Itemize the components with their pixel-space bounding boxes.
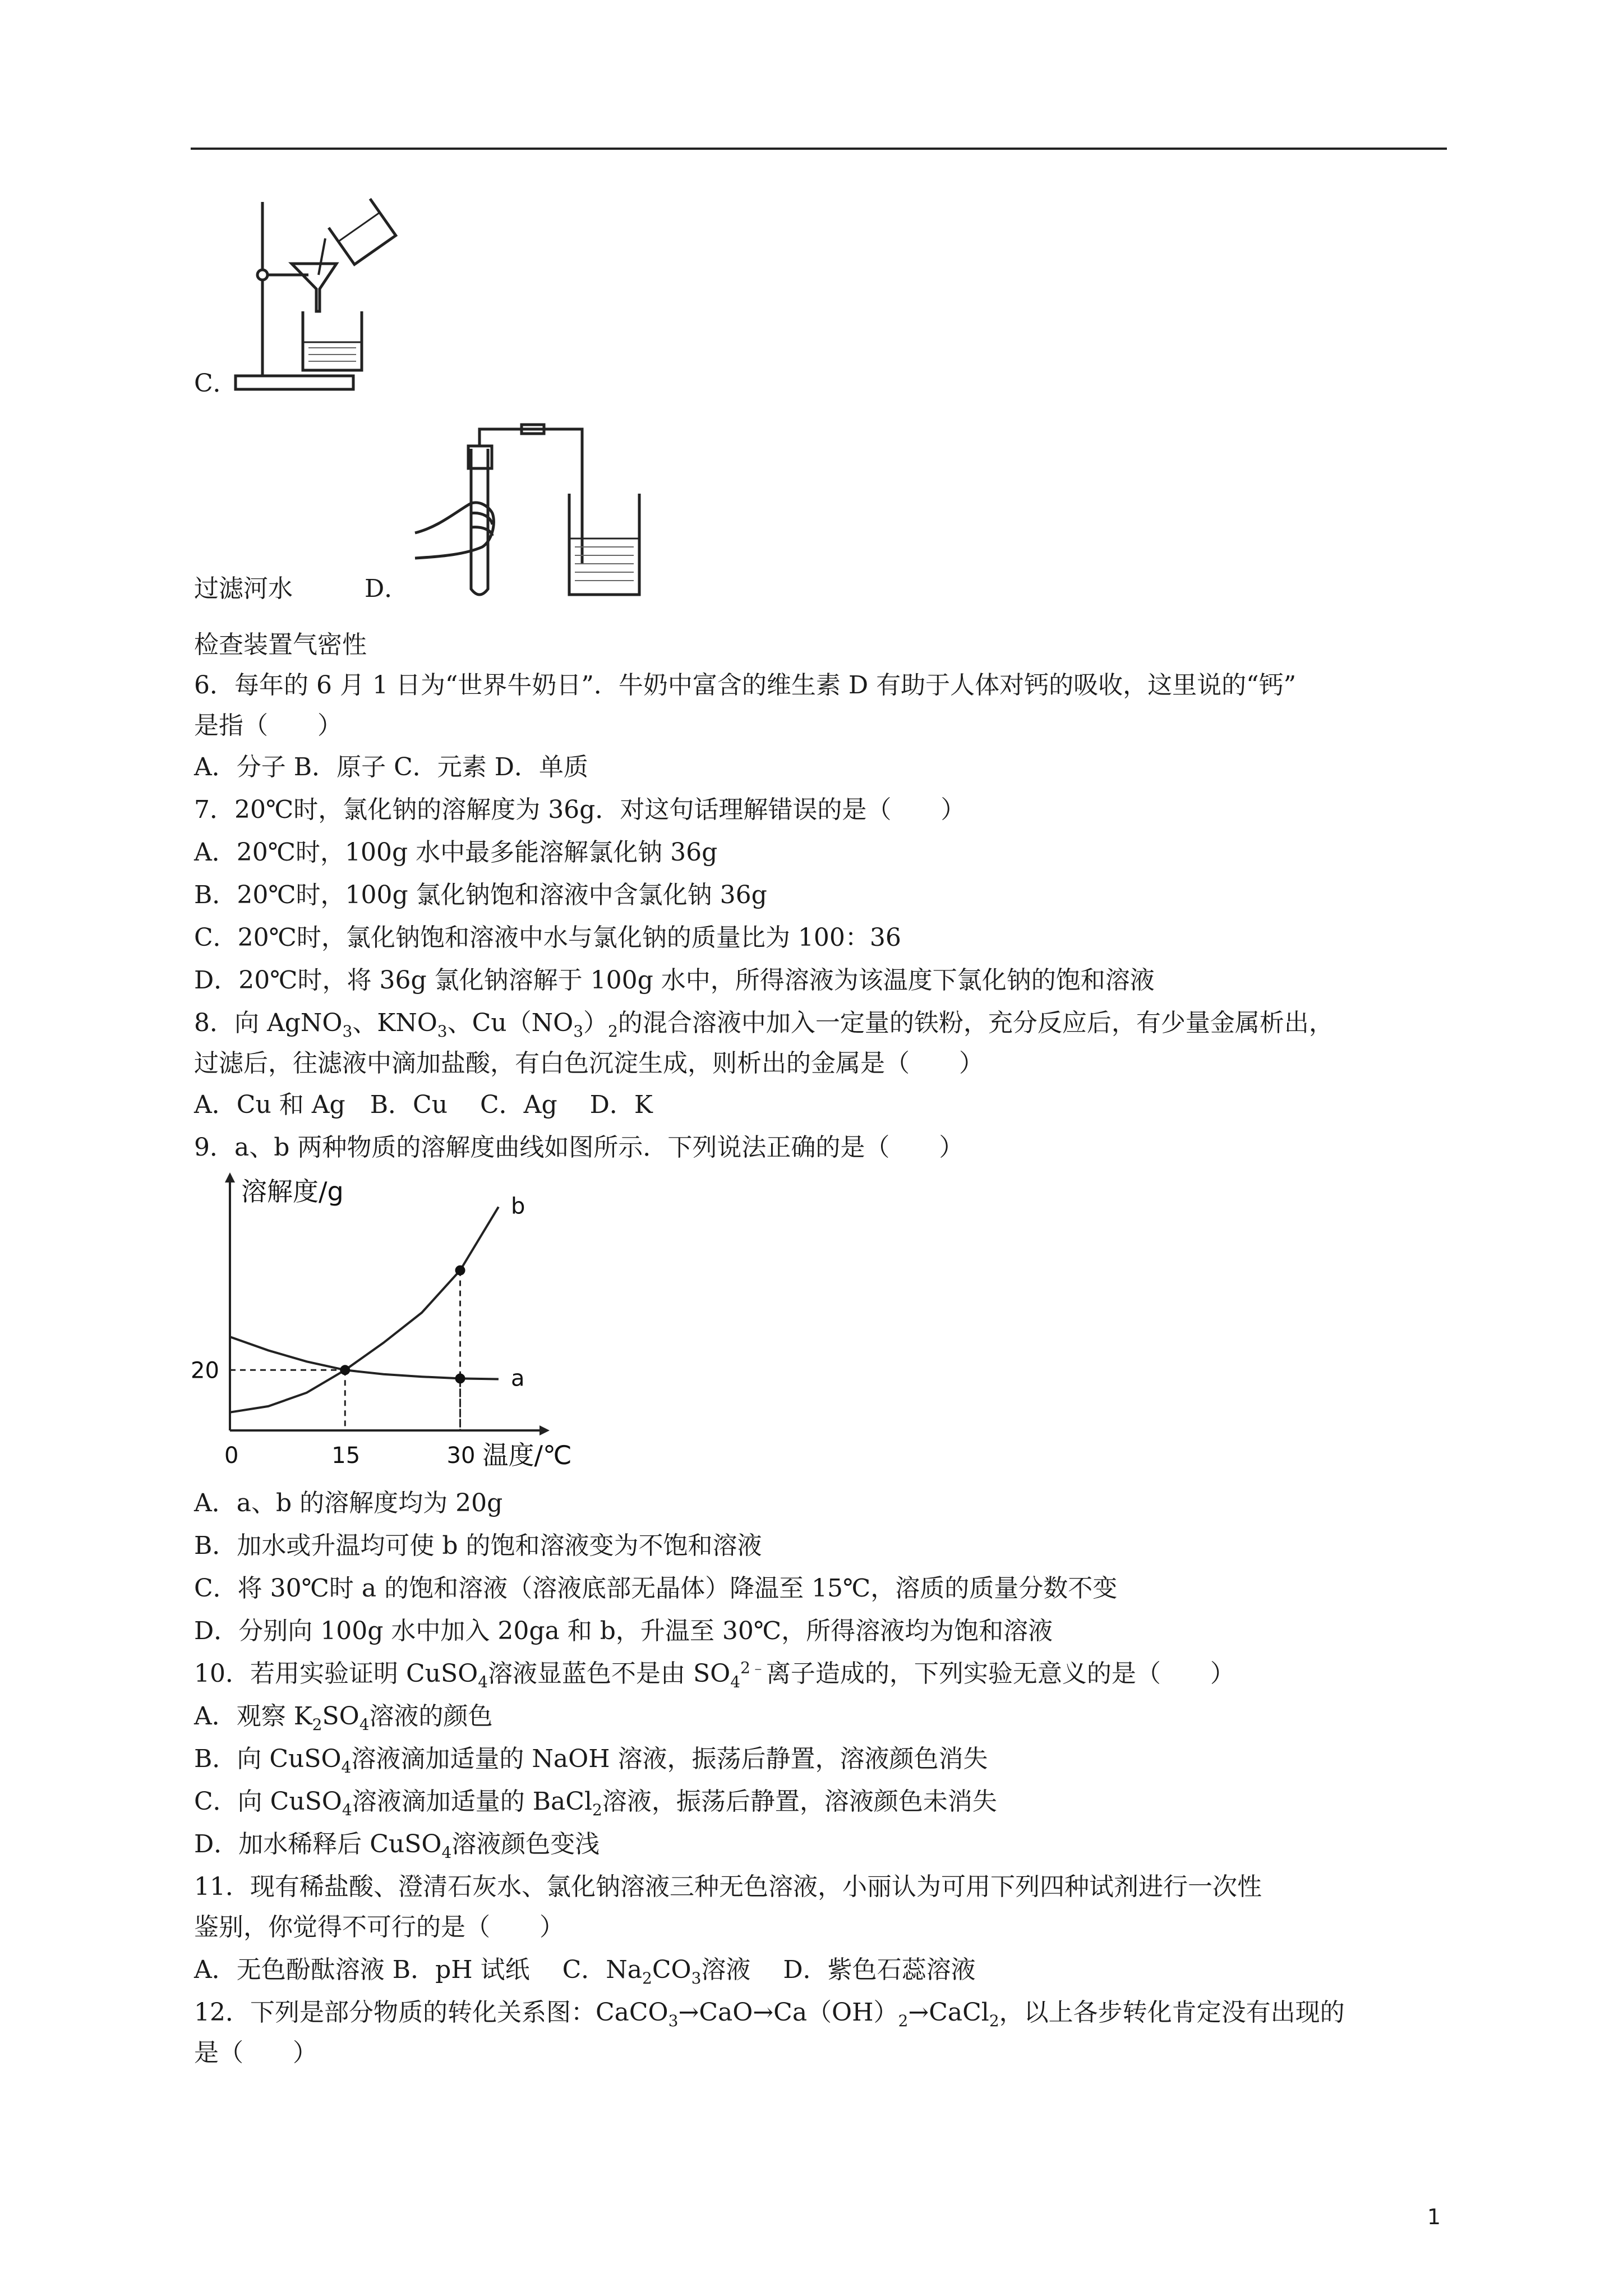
filtration-apparatus-figure <box>224 191 404 398</box>
q7-option-c: C．20℃时，氯化钠饱和溶液中水与氯化钠的质量比为 100：36 <box>194 923 901 952</box>
q10-stem: 10．若用实验证明 CuSO$_4$溶液显蓝色不是由 $SO_4^{2﹣}$离子造成的，下列实验无意义的是（ ） <box>194 1658 1235 1691</box>
q6-stem-line2: 是指（ ） <box>194 711 342 740</box>
q6-options: A．分子 B．原子 C．元素 D．单质 <box>194 753 589 781</box>
header-rule <box>191 148 1447 150</box>
q7-option-b: B．20℃时，100g 氯化钠饱和溶液中含氯化钠 36g <box>194 881 767 909</box>
q7-option-d: D．20℃时，将 36g 氯化钠溶解于 100g 水中，所得溶液为该温度下氯化钠的饱和溶液 <box>194 966 1155 995</box>
q11-stem-line1: 11．现有稀盐酸、澄清石灰水、氯化钠溶液三种无色溶液，小丽认为可用下列四种试剂进行一次性 <box>194 1872 1262 1901</box>
q12-stem-line2: 是（ ） <box>194 2039 317 2067</box>
q11-options: A．无色酚酞溶液 B．pH 试纸 C．$Na_2CO_3$溶液 D．紫色石蕊溶液 <box>194 1955 976 1987</box>
q8-options: A．Cu 和 Ag B．Cu C．Ag D．K <box>194 1091 653 1119</box>
q12-stem-line1: 12．下列是部分物质的转化关系图：$CaCO_3\to CaO\to Ca(OH)_2\to CaCl_2$，以上各步转化肯定没有出现的 <box>194 1998 1345 2030</box>
q9-option-a: A．a、b 的溶解度均为 20g <box>194 1489 503 1517</box>
marked-point-2 <box>455 1266 465 1276</box>
q7-option-a: A．20℃时，100g 水中最多能溶解氯化钠 36g <box>194 838 718 867</box>
marked-point-3 <box>455 1373 465 1383</box>
page-number: 1 <box>1427 2205 1441 2229</box>
option-c-label: C． <box>194 369 238 398</box>
q10-option-c: C．向 CuSO$_4$溶液滴加适量的 BaCl$_2$溶液，振荡后静置，溶液颜色未消失 <box>194 1787 997 1819</box>
series-line-a <box>230 1337 499 1379</box>
x-axis-label: 温度/℃ <box>482 1440 572 1470</box>
q8-stem-line1: 8．向 AgNO$_3$、$KNO_3$、$Cu(NO_3)_2$的混合溶液中加入一定量的铁粉，充分反应后，有少量金属析出， <box>194 1009 1334 1041</box>
x-axis-arrow <box>540 1425 550 1435</box>
q9-stem: 9．a、b 两种物质的溶解度曲线如图所示．下列说法正确的是（ ） <box>194 1133 964 1162</box>
series-label-b: b <box>510 1193 525 1220</box>
series-label-a: a <box>510 1365 525 1392</box>
q9-option-b: B．加水或升温均可使 b 的饱和溶液变为不饱和溶液 <box>194 1531 762 1560</box>
q8-stem-line2: 过滤后，往滤液中滴加盐酸，有白色沉淀生成，则析出的金属是（ ） <box>194 1049 984 1078</box>
option-d-caption: 检查装置气密性 <box>194 631 367 659</box>
q6-stem-line1: 6．每年的 6 月 1 日为“世界牛奶日”．牛奶中富含的维生素 D 有助于人体对钙的吸收，这里说的“钙” <box>194 671 1297 700</box>
x-tick-label: 15 <box>331 1443 361 1469</box>
q10-option-b: B．向 CuSO$_4$溶液滴加适量的 NaOH 溶液，振荡后静置，溶液颜色消失 <box>194 1745 988 1777</box>
x-tick-label: 30 <box>446 1443 476 1469</box>
y-tick-label: 20 <box>191 1358 219 1384</box>
q11-stem-line2: 鉴别，你觉得不可行的是（ ） <box>194 1913 564 1941</box>
solubility-curve-chart <box>185 1172 578 1487</box>
marked-point-1 <box>340 1365 350 1375</box>
q10-option-d: D．加水稀释后 CuSO$_4$溶液颜色变浅 <box>194 1830 600 1862</box>
y-axis-arrow <box>225 1172 235 1182</box>
y-axis-label: 溶解度/g <box>241 1176 344 1207</box>
q7-stem: 7．20℃时，氯化钠的溶解度为 36g．对这句话理解错误的是（ ） <box>194 795 966 824</box>
x-tick-label: 0 <box>224 1443 239 1469</box>
option-c-caption: 过滤河水 <box>194 574 293 603</box>
airtightness-check-figure <box>393 415 662 606</box>
q10-option-a: A．观察 $K_2SO_4$溶液的颜色 <box>194 1702 493 1734</box>
q9-option-c: C．将 30℃时 a 的饱和溶液（溶液底部无晶体）降温至 15℃，溶质的质量分数不变 <box>194 1574 1118 1603</box>
option-d-label: D． <box>365 574 409 603</box>
q9-option-d: D．分别向 100g 水中加入 20ga 和 b，升温至 30℃，所得溶液均为饱和溶液 <box>194 1617 1053 1645</box>
